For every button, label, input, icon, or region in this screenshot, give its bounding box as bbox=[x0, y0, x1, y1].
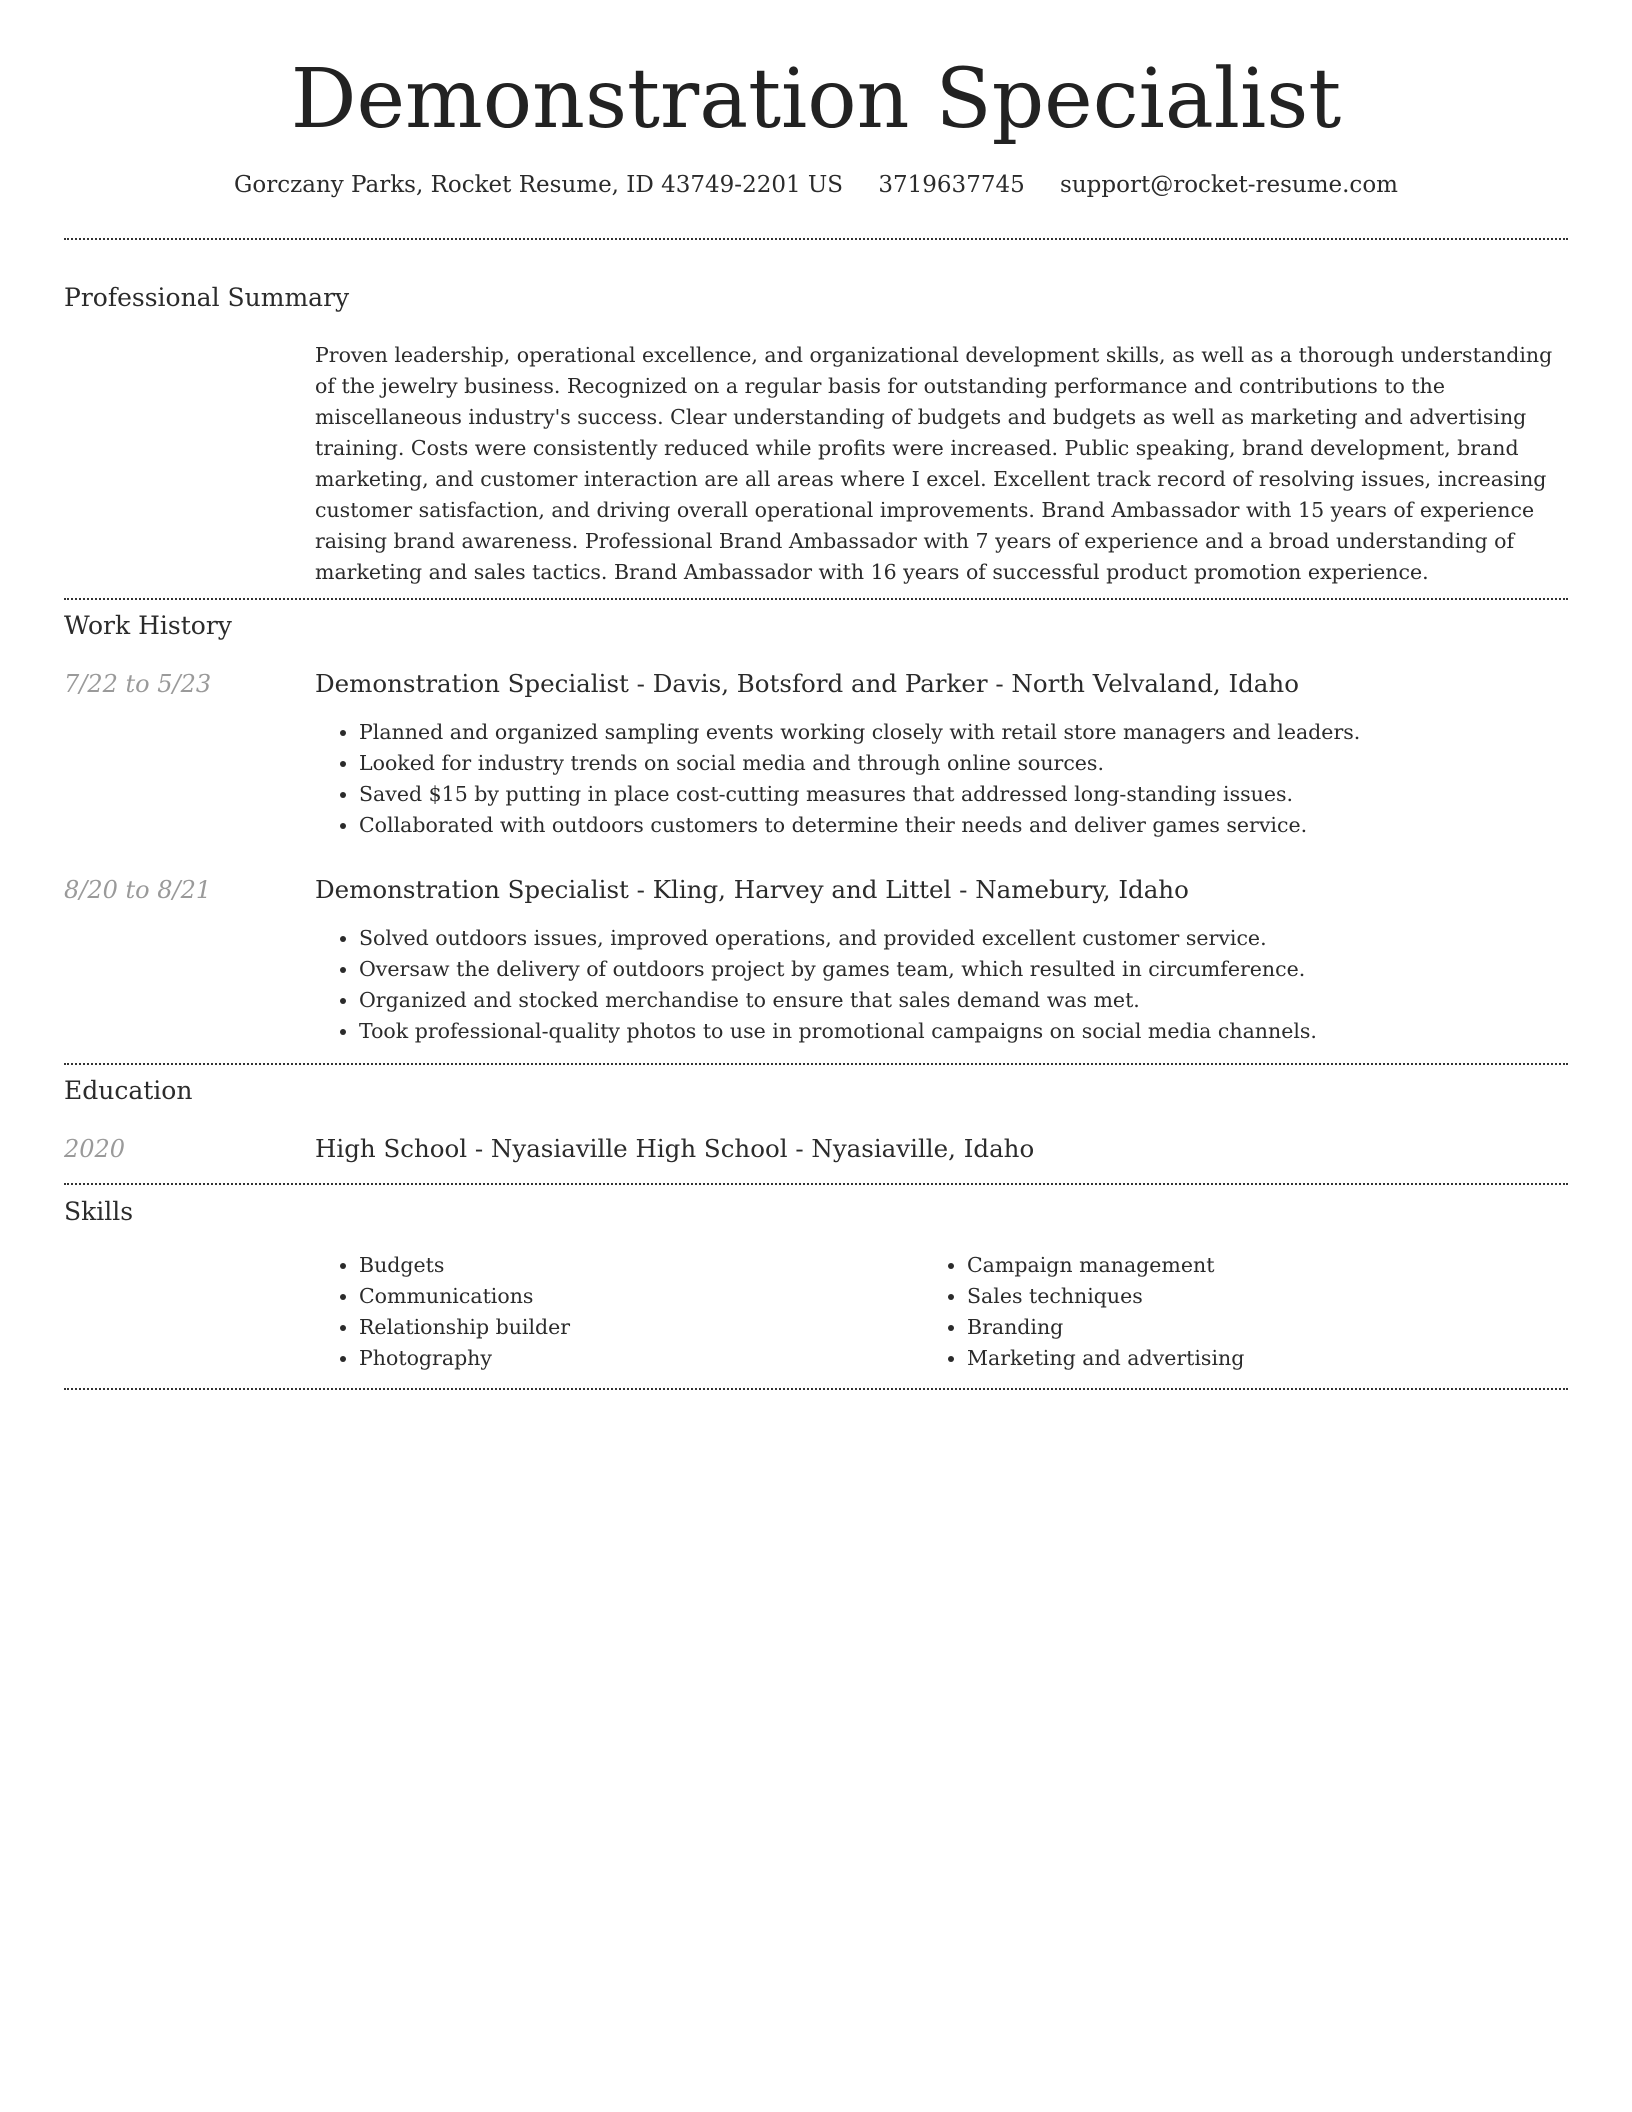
contact-line bbox=[0, 170, 1632, 200]
skills-list-left bbox=[315, 1250, 570, 1374]
job-duties-list bbox=[315, 923, 1317, 1047]
list-item: • Looked for industry trends on social media and through online sources. bbox=[359, 748, 1360, 779]
skill-item: • Budgets bbox=[359, 1250, 570, 1281]
summary-text: Proven leadership, operational excellence, and organizational development skills, as well as a thorough understanding of the jewelry business. Recognized on a regular basis for outstanding performance and contributions to the miscellaneous industry's success. Clear understanding of budgets and budgets as well as marketing and advertising training. Costs were consistently reduced while profits were increased. Public speaking, brand development, brand marketing, and customer interaction are all areas where I excel. Excellent track record of resolving issues, increasing customer satisfaction, and driving overall operational improvements. Brand Ambassador with 15 years of experience raising brand awareness. Professional Brand Ambassador with 7 years of experience and a broad understanding of marketing and sales tactics. Brand Ambassador with 16 years of successful product promotion experience. bbox=[315, 343, 1553, 584]
skill-item: • Communications bbox=[359, 1281, 570, 1312]
section-title-summary: Professional Summary bbox=[64, 283, 350, 312]
skill-item: • Campaign management bbox=[967, 1250, 1244, 1281]
list-item: • Solved outdoors issues, improved operations, and provided excellent customer service. bbox=[359, 923, 1317, 954]
section-title-work-history: Work History bbox=[64, 611, 232, 640]
divider bbox=[64, 1183, 1568, 1185]
list-item: • Oversaw the delivery of outdoors project by games team, which resulted in circumference. bbox=[359, 954, 1317, 985]
divider bbox=[64, 1063, 1568, 1065]
job-heading: Demonstration Specialist - Davis, Botsford and Parker - North Velvaland, Idaho bbox=[315, 669, 1299, 698]
divider bbox=[64, 1388, 1568, 1390]
list-item: • Collaborated with outdoors customers to determine their needs and deliver games service. bbox=[359, 810, 1360, 841]
job-heading: Demonstration Specialist - Kling, Harvey and Littel - Namebury, Idaho bbox=[315, 875, 1189, 904]
skill-item: • Sales techniques bbox=[967, 1281, 1244, 1312]
divider bbox=[64, 598, 1568, 600]
section-title-education: Education bbox=[64, 1076, 193, 1105]
education-year: 2020 bbox=[64, 1135, 126, 1163]
phone: 3719637745 bbox=[878, 172, 1025, 198]
list-item: • Took professional-quality photos to use in promotional campaigns on social media channels. bbox=[359, 1016, 1317, 1047]
list-item: • Saved $15 by putting in place cost-cutting measures that addressed long-standing issues. bbox=[359, 779, 1360, 810]
job-duties-list bbox=[315, 717, 1360, 841]
list-item: • Organized and stocked merchandise to ensure that sales demand was met. bbox=[359, 985, 1317, 1016]
skill-item: • Photography bbox=[359, 1343, 570, 1374]
job-dates: 8/20 to 8/21 bbox=[64, 876, 212, 904]
candidate-name: Demonstration Specialist bbox=[290, 52, 1342, 147]
list-item: • Planned and organized sampling events working closely with retail store managers and leaders. bbox=[359, 717, 1360, 748]
email: support@rocket-resume.com bbox=[1060, 172, 1398, 198]
skill-item: • Branding bbox=[967, 1312, 1244, 1343]
skill-item: • Marketing and advertising bbox=[967, 1343, 1244, 1374]
skill-item: • Relationship builder bbox=[359, 1312, 570, 1343]
divider bbox=[64, 238, 1568, 240]
job-dates: 7/22 to 5/23 bbox=[64, 670, 212, 698]
address: Gorczany Parks, Rocket Resume, ID 43749-2201 US bbox=[234, 172, 844, 198]
skills-list-right bbox=[923, 1250, 1244, 1374]
education-heading: High School - Nyasiaville High School - Nyasiaville, Idaho bbox=[315, 1134, 1035, 1163]
section-title-skills: Skills bbox=[64, 1197, 134, 1226]
